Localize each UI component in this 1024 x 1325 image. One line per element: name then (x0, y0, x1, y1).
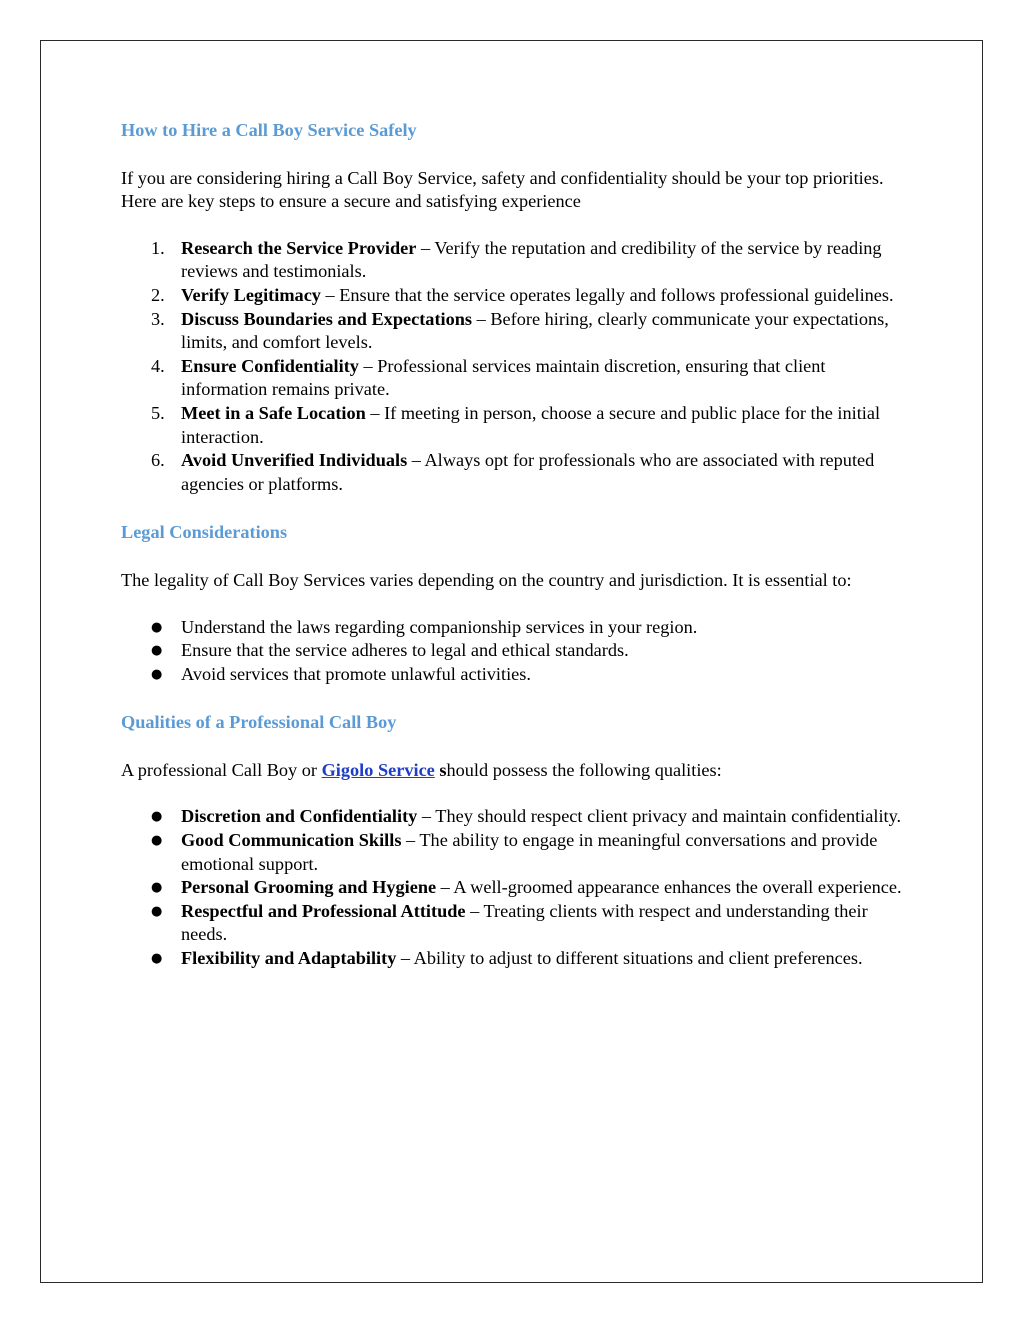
list-item-term: Avoid Unverified Individuals (181, 450, 408, 471)
list-item-term: Meet in a Safe Location (181, 402, 366, 423)
list-item-text: – They should respect client privacy and maintain confidentiality. (417, 806, 902, 827)
list-item-text: – Ensure that the service operates legally and follows professional guidelines. (320, 284, 894, 305)
list-item (121, 876, 911, 900)
gigolo-service-link[interactable]: Gigolo Service (321, 759, 435, 780)
list-item (121, 947, 911, 971)
list-item-text: – Professional services maintain discretion, ensuring that client information remains private. (181, 355, 826, 400)
list-item (121, 829, 911, 876)
list-item (121, 900, 911, 947)
list-item-term: Respectful and Professional Attitude (181, 900, 466, 921)
bullet-icon: ● (151, 880, 163, 896)
list-item-text: – A well-groomed appearance enhances the overall experience. (436, 877, 902, 898)
section-heading-hiring: How to Hire a Call Boy Service Safely (121, 120, 417, 140)
list-item-text: – Before hiring, clearly communicate your expectations, limits, and comfort levels. (181, 308, 889, 353)
legal-bullets-list (121, 616, 911, 687)
bullet-icon: ● (151, 809, 163, 825)
list-item-term: Discuss Boundaries and Expectations (181, 308, 473, 329)
list-item (121, 308, 911, 355)
list-number: 4. (151, 355, 165, 376)
list-item (121, 355, 911, 402)
list-item-text: – If meeting in person, choose a secure and public place for the initial interaction. (181, 402, 881, 447)
hiring-intro-paragraph: If you are considering hiring a Call Boy Service, safety and confidentiality should be your top priorities. Here are key steps to ensure a secure and satisfying experience (121, 167, 884, 212)
list-item (121, 663, 911, 687)
qualities-list (121, 805, 911, 970)
list-item-term: Ensure Confidentiality (181, 355, 359, 376)
document-body (121, 119, 911, 971)
intro-bold-letter: s (439, 759, 447, 780)
list-item-text: – Ability to adjust to different situations and client preferences. (396, 948, 863, 969)
intro-text-before: A professional Call Boy or (121, 759, 322, 780)
bullet-icon: ● (151, 903, 163, 919)
bullet-icon: ● (151, 951, 163, 967)
list-item-term: Verify Legitimacy (181, 284, 321, 305)
list-item (121, 449, 911, 496)
list-item-text: – Treating clients with respect and understanding their needs. (181, 900, 868, 945)
list-item (121, 402, 911, 449)
list-item (121, 284, 911, 308)
bullet-icon: ● (151, 833, 163, 849)
list-item-text: Avoid services that promote unlawful activities. (181, 663, 531, 684)
list-number: 2. (151, 284, 165, 305)
list-item-text: – Always opt for professionals who are associated with reputed agencies or platforms. (181, 450, 875, 494)
list-item-text: Understand the laws regarding companionship services in your region. (181, 616, 698, 637)
list-item-term: Flexibility and Adaptability (181, 948, 397, 969)
list-item (121, 639, 911, 663)
bullet-icon: ● (151, 619, 163, 635)
list-item-text: Ensure that the service adheres to legal and ethical standards. (181, 640, 629, 661)
list-number: 1. (151, 237, 165, 258)
list-item (121, 805, 911, 829)
list-item-term: Good Communication Skills (181, 830, 402, 851)
intro-text-after: hould possess the following qualities: (446, 759, 722, 780)
list-item-term: Discretion and Confidentiality (181, 806, 418, 827)
qualities-intro-paragraph (121, 759, 911, 783)
list-item (121, 616, 911, 640)
section-heading-legal: Legal Considerations (121, 522, 288, 543)
list-item (121, 237, 911, 284)
list-item-term: Personal Grooming and Hygiene (181, 877, 437, 898)
list-number: 3. (151, 308, 165, 329)
bullet-icon: ● (151, 643, 163, 659)
section-heading-qualities: Qualities of a Professional Call Boy (121, 712, 397, 733)
hiring-steps-list (121, 237, 911, 497)
bullet-icon: ● (151, 666, 163, 682)
list-item-term: Research the Service Provider (181, 237, 417, 258)
legal-intro-paragraph: The legality of Call Boy Services varies depending on the country and jurisdiction. It is essential to: (121, 569, 852, 590)
list-item-text: – Verify the reputation and credibility of the service by reading reviews and testimonials. (181, 237, 882, 282)
list-number: 6. (151, 450, 165, 471)
list-item-text: – The ability to engage in meaningful conversations and provide emotional support. (181, 830, 878, 874)
list-number: 5. (151, 402, 165, 423)
